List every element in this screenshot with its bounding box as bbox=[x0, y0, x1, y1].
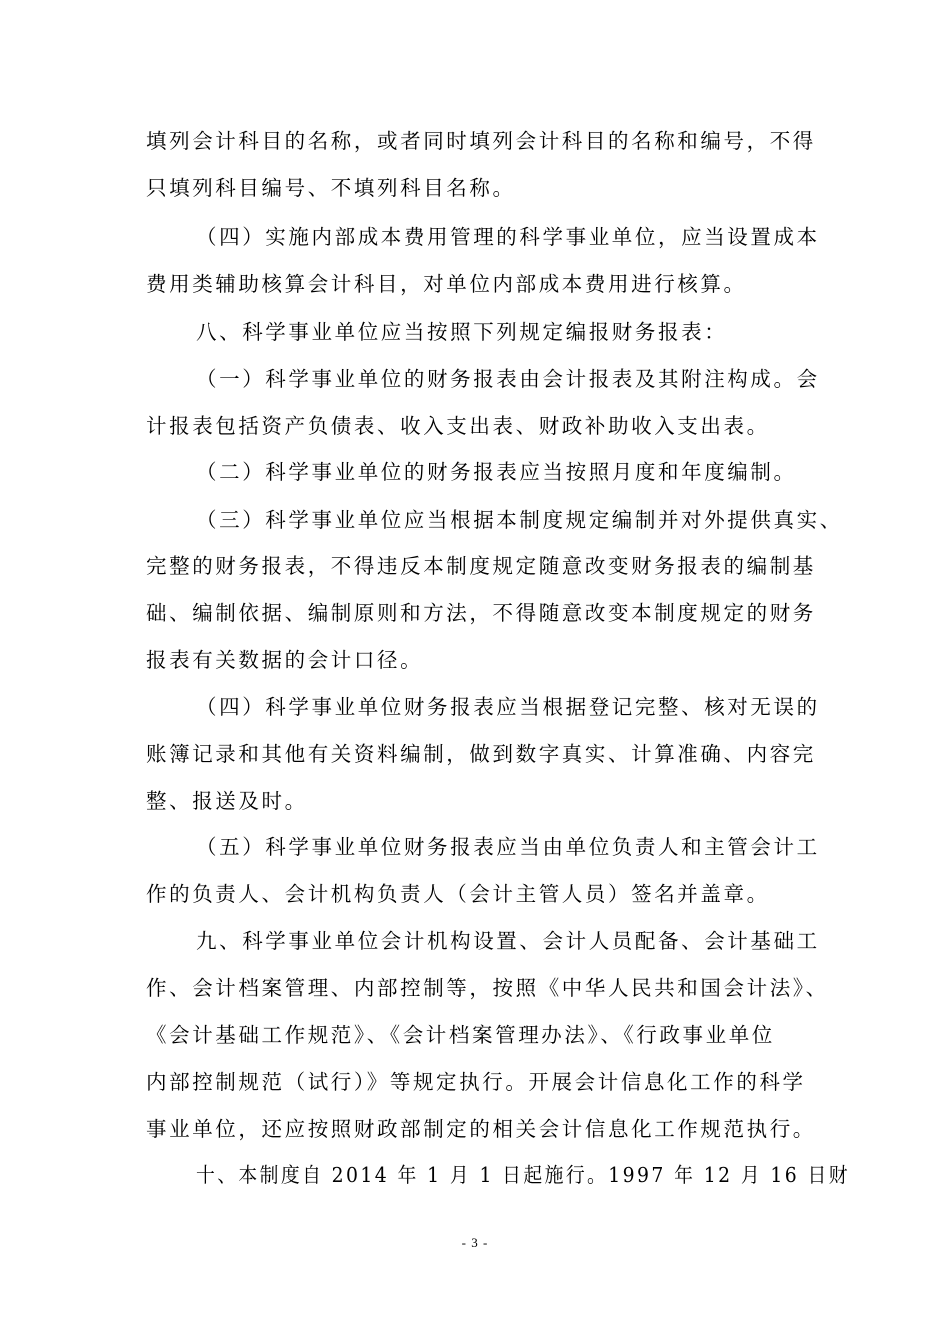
text-line-8: （二）科学事业单位的财务报表应当按照月度和年度编制。 bbox=[196, 460, 797, 484]
text-line-22: 事业单位，还应按照财政部制定的相关会计信息化工作规范执行。 bbox=[146, 1117, 816, 1141]
text-line-16: （五）科学事业单位财务报表应当由单位负责人和主管会计工 bbox=[196, 835, 820, 859]
text-line-5: 八、科学事业单位应当按照下列规定编报财务报表： bbox=[196, 320, 728, 344]
text-line-19: 作、会计档案管理、内部控制等，按照《中华人民共和国会计法》、 bbox=[146, 976, 829, 1000]
text-line-2: 只填列科目编号、不填列科目名称。 bbox=[146, 176, 516, 200]
text-line-1: 填列会计科目的名称，或者同时填列会计科目的名称和编号，不得 bbox=[146, 129, 816, 153]
text-line-23: 十、本制度自 2014 年 1 月 1 日起施行。1997 年 12 月 16 日财 bbox=[196, 1163, 850, 1187]
text-line-4: 费用类辅助核算会计科目，对单位内部成本费用进行核算。 bbox=[146, 272, 747, 296]
text-line-21: 内部控制规范（试行）》等规定执行。开展会计信息化工作的科学 bbox=[146, 1070, 806, 1094]
text-line-17: 作的负责人、会计机构负责人（会计主管人员）签名并盖章。 bbox=[146, 882, 770, 906]
text-line-13: （四）科学事业单位财务报表应当根据登记完整、核对无误的 bbox=[196, 695, 820, 719]
text-line-20: 《会计基础工作规范》、《会计档案管理办法》、《行政事业单位 bbox=[146, 1023, 775, 1047]
text-line-9: （三）科学事业单位应当根据本制度规定编制并对外提供真实、 bbox=[196, 508, 843, 532]
text-line-18: 九、科学事业单位会计机构设置、会计人员配备、会计基础工 bbox=[196, 929, 820, 953]
text-line-10: 完整的财务报表，不得违反本制度规定随意改变财务报表的编制基 bbox=[146, 554, 816, 578]
page-number: - 3 - bbox=[461, 1235, 489, 1250]
text-line-12: 报表有关数据的会计口径。 bbox=[146, 648, 424, 672]
text-line-6: （一）科学事业单位的财务报表由会计报表及其附注构成。会 bbox=[196, 367, 820, 391]
text-line-14: 账簿记录和其他有关资料编制，做到数字真实、计算准确、内容完 bbox=[146, 742, 816, 766]
text-line-3: （四）实施内部成本费用管理的科学事业单位，应当设置成本 bbox=[196, 225, 820, 249]
text-line-15: 整、报送及时。 bbox=[146, 789, 308, 813]
text-line-11: 础、编制依据、编制原则和方法，不得随意改变本制度规定的财务 bbox=[146, 601, 816, 625]
text-line-7: 计报表包括资产负债表、收入支出表、财政补助收入支出表。 bbox=[146, 414, 770, 438]
